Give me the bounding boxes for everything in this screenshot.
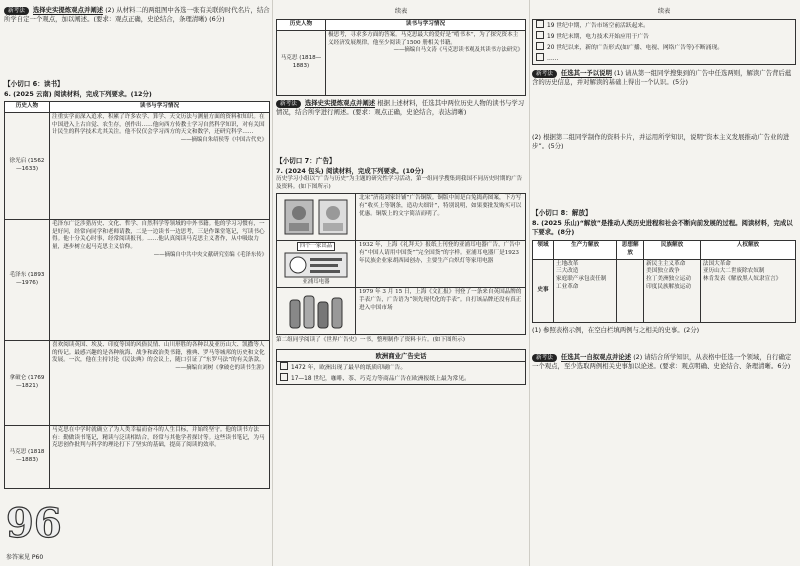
table-row (277, 30, 526, 95)
reading-text: 毛泽东广泛涉猎历史、文化、哲学、自然科学等领域的中外书籍。他的学习习惯有，一是好问，经常向同学和老师请教，二是一边读书一边思考，三是作课堂笔记，写读书心得。他十分关心时事，经常阅读报刊。……他认真阅读马克思主义著作，从中吸取力量，逐步树立起马克思主义信仰。 (52, 220, 265, 251)
reading-text: 极思考，寻求多方面的答案。马克思最大的爱好是“啃书本”，为了探究资本主义经济发展规律，他至少阅读了1500 册相关书籍。 (328, 31, 519, 46)
liberation-table (532, 240, 796, 323)
question-8-part1: (1) 参照表格示例，在空白栏填两例与之相关的史事。(2分) (532, 325, 700, 334)
answer-space[interactable] (276, 117, 526, 151)
table-cell-blank[interactable] (617, 259, 644, 322)
study-text: 第二组同学阅读了《世界广告史》一书，整理制作了资料卡片。(如下图所示) (276, 337, 465, 344)
task-title: 选择史实提炼观点并阐述 (304, 98, 376, 107)
section-heading: 【小切口 6：读书】 (4, 80, 64, 88)
info-card (276, 349, 526, 385)
table-header: 历史人物 (5, 102, 50, 113)
task-title: 选择史实提炼观点并阐述 (32, 6, 104, 14)
reading-text: 马克思在中学时就确立了为人类幸福而奋斗的人生目标，并始终坚守。他的读书方法有：勤做读书笔记，精读与泛读相结合，经常与其他学者探讨等。这些读书笔记，为马克思创作批判与科学的理论打下了坚实的基础，提高了阅读的效率。 (52, 426, 265, 449)
reading-cell (50, 425, 270, 488)
section-heading: 【小切口 8：解放】 (532, 209, 592, 217)
table-row (533, 259, 796, 322)
checkbox-icon (280, 362, 288, 370)
info-card-continued (532, 19, 796, 65)
question-6: 6. (2025 云南) 阅读材料，完成下列要求。(12分) (4, 90, 152, 98)
table-header: 领域 (533, 241, 554, 260)
reading-cell (326, 30, 526, 95)
section-heading: 【小切口 7：广告】 (276, 156, 336, 165)
person-cell: 徐光启 (1562—1633) (5, 112, 50, 219)
column-divider (272, 0, 273, 566)
answer-space[interactable] (532, 151, 796, 203)
citation: ——摘编自马文涛《马克思读书观及其读书方法研究》 (393, 47, 523, 54)
question-intro: 历史学习小组以“广告与历史”为主题的研究性学习活动，第一组同学搜集到我国不同历史时期的广告及资料。(如下图所示) (276, 175, 523, 190)
table-cell: 土地改革 三大改造 家庭联产承包责任制 工业革命 (554, 259, 617, 322)
middle-column (276, 0, 526, 566)
question-7: 7. (2024 包头) 阅读材料，完成下列要求。(10分) (276, 166, 424, 175)
continued-label: 续表 (394, 8, 408, 15)
answer-space[interactable] (532, 87, 796, 133)
reading-table (4, 101, 270, 489)
citation: ——摘编自中共中央文献研究室编《毛泽东传》 (153, 251, 267, 258)
ad-item (276, 287, 526, 335)
bronze-plate-icon (284, 199, 314, 235)
table-cell: 新民主主义革命 美国独立战争 拉丁美洲独立运动 印度民族解放运动 (644, 259, 701, 322)
row-label: 史事 (533, 259, 554, 322)
ad-image-watch (277, 288, 356, 334)
left-column (4, 0, 270, 566)
task-title: 任选其一予以说明 (560, 69, 612, 77)
table-row (5, 112, 270, 219)
checkbox-icon (280, 373, 288, 381)
card-item: 17—18 世纪，咖啡、茶、巧克力等商品广告在欧洲报纸上最为常见。 (277, 373, 525, 384)
card-item: 19 世纪末期，电力技术开始应用于广告 (533, 31, 795, 42)
task-text: (1) 请从第一组同学搜集到的广告中任选两则，解读广告背后蕴含的历史信息，并对解读的基础上得出一个认识。(5分) (532, 69, 792, 86)
ad-banner-label: 四个一家出品 (297, 242, 335, 252)
card-item: …… (533, 53, 795, 64)
reading-table-continued (276, 19, 526, 96)
table-row (5, 425, 270, 488)
answer-reference: 参答案见 P60 (6, 554, 44, 561)
table-header: 读书与学习情况 (50, 102, 270, 113)
task-text: 根据上述材料，任选其中两位历史人物的读书与学习情况，结合所学进行阐述。(要求：观点正确，史论结合，表达清晰) (276, 98, 525, 116)
right-column (532, 0, 796, 566)
continued-label: 续表 (657, 8, 671, 15)
column-divider (529, 0, 530, 566)
ad-brand-label: 亚浦耳电器 (302, 279, 330, 286)
table-row (5, 340, 270, 425)
table-header: 人权解放 (700, 241, 795, 260)
new-exam-tag: 新考法 (276, 100, 301, 108)
page-number: 96 (6, 500, 62, 547)
answer-space[interactable] (4, 24, 270, 74)
citation: ——摘编自朱绍侯等《中国古代史》 (180, 137, 267, 144)
checkbox-icon (536, 20, 544, 28)
question-8: 8. (2025 乐山)“解放”是推动人类历史进程和社会不断向前发展的过程。阅读材料，完成以下要求。(8分) (532, 219, 793, 236)
table-header: 生产力解放 (554, 241, 617, 260)
table-header: 历史人物 (277, 20, 326, 31)
reading-cell (50, 112, 270, 219)
table-cell: 法国大革命 亚历山大二世废除农奴制 林肯发表《解放黑人奴隶宣言》 (700, 259, 795, 322)
bulb-ad-icon (284, 252, 348, 278)
question-7-part2: (2) 根据第二组同学制作的资料卡片，并运用所学知识，说明“资本主义发展推动广告业的进步”。(5分) (532, 133, 790, 150)
reading-cell (50, 340, 270, 425)
ad-description: 1932 年，上海《礼拜天》报纸上刊登的亚浦耳电器广告，广告中有“中国人请用中国货”“完全国货”的字样。亚浦耳电器厂是1923 年民族企业家胡西园创办，主要生产白炽灯等家用电器 (359, 242, 521, 264)
watch-bottles-icon (284, 292, 348, 330)
task-text: (2) 请结合所学知识，从表格中任选一个领域，自行确定一个观点，至少选取两例相关史事加以论述。(要求：观点明确、史论结合、条理清晰。6分) (532, 352, 792, 370)
checkbox-icon (536, 53, 544, 61)
table-row (5, 219, 270, 340)
reading-cell (50, 219, 270, 340)
ad-item (276, 193, 526, 241)
ad-image-bronze-plate (277, 194, 356, 240)
citation: ——摘编自刘树《拿破仑的读书生涯》 (175, 365, 267, 372)
new-exam-tag: 新考法 (532, 354, 557, 362)
checkbox-icon (536, 42, 544, 50)
card-title: 欧洲商业广告史话 (277, 350, 525, 362)
table-header: 思想解放 (617, 241, 644, 260)
person-cell: 拿破仑 (1769—1821) (5, 340, 50, 425)
card-item: 19 世纪中期，广告市场空前活跃起来。 (533, 20, 795, 31)
ad-gallery (276, 193, 526, 335)
person-cell: 马克思 (1818—1883) (5, 425, 50, 488)
table-header: 民族解放 (644, 241, 701, 260)
table-header: 读书与学习情况 (326, 20, 526, 31)
ad-item (276, 240, 526, 288)
card-item: 1472 年，欧洲出现了最早的纸质印刷广告。 (277, 362, 525, 373)
answer-space[interactable] (532, 335, 796, 353)
checkbox-icon (536, 31, 544, 39)
reading-text: 喜欢阅读英国、埃及、印度等国的风俗民情、山川形胜的各种以及亚历山大、凯撒等人的传记。最感兴趣的是各种航海、战争和政治类书籍，雅典、罗马等城邦的历史和文化发展。一次，他在主持讨论《民法典》的会议上，随口引证了“东罗马法”的有关条款。 (52, 341, 265, 364)
ad-description: 1979 年 3 月 15 日，上海《文汇报》刊登了一条来自英国品牌的手表广告，广告语为“领先现代化的手表”。自打该品牌还没有真正进入中国市场 (359, 289, 522, 311)
new-exam-tag: 新考法 (4, 7, 29, 15)
task-title: 任选其一自拟观点并论述 (560, 352, 632, 361)
ad-image-newspaper (277, 241, 356, 287)
ad-description: 北宋“济南刘家针铺”广告铜版。铜版中间是白兔捣药图案，下方写有“收买上等钢条，造功夫细针”，特别说明，如果要批发购买可以优惠。铜版上的文字简洁而明了。 (359, 195, 522, 217)
card-item: 20 世纪以来，新的广告形式(如广播、电视、网络广告等)不断涌现。 (533, 42, 795, 53)
person-cell: 马克思 (1818—1883) (277, 30, 326, 95)
person-cell: 毛泽东 (1893—1976) (5, 219, 50, 340)
task-text: (2) 从材料二的两组图中各选一张有关联的时代名片，结合所学自定一个观点，加以阐述。(要求：观点正确，史论结合，条理清晰) (6分) (4, 6, 270, 23)
bronze-plate-print-icon (318, 199, 348, 235)
reading-text: 注重实学而深入追求，积累了许多农学、算学、天文历法与测量方面的资料和知识。在中国进入上古自觉、农生存，创作出……他向西方传教士学习自然科学知识，对有关国计民生的科学技术尤其关注。他不仅仅会学习西方的天文和数学，还研究科学…… (52, 113, 265, 136)
new-exam-tag: 新考法 (532, 70, 557, 78)
